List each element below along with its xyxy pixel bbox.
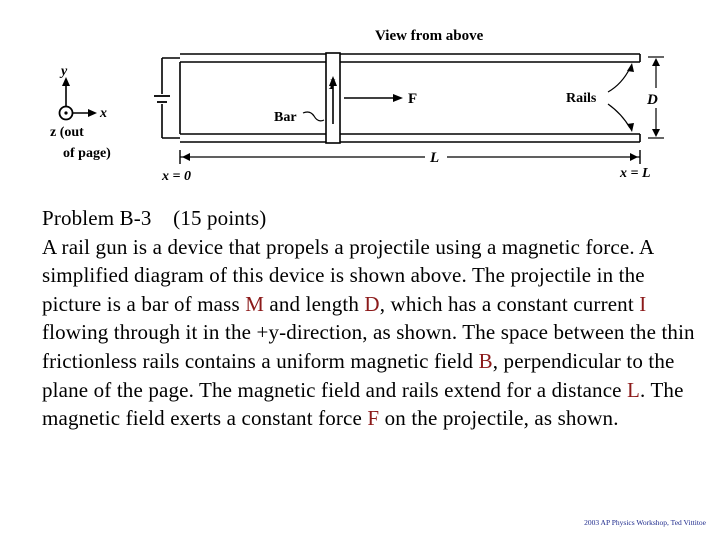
- x-end-label: x = L: [620, 166, 651, 181]
- variable-M: M: [245, 291, 265, 316]
- x-axis-arrow-icon: [88, 109, 97, 117]
- z-axis-label-2: of page): [63, 146, 111, 161]
- length-label: L: [430, 150, 440, 166]
- body-text-segment: and length: [264, 291, 365, 316]
- variable-L: L: [627, 377, 641, 402]
- rails-pointer-bottom: [608, 104, 630, 128]
- body-text-segment: , which has a constant current: [379, 291, 640, 316]
- length-dimension: [180, 150, 640, 164]
- body-text-segment: . The magnetic field exerts a constant force: [42, 377, 684, 431]
- diagram-title: View from above: [375, 28, 484, 44]
- variable-I: I: [639, 291, 647, 316]
- x-start-label: x = 0: [162, 169, 191, 184]
- current-label: I: [329, 77, 335, 93]
- problem-number: Problem B-3: [42, 206, 152, 230]
- rail-gun-diagram: [0, 0, 720, 200]
- axes: [50, 64, 111, 161]
- problem-text: [42, 204, 702, 433]
- x-axis-label: x: [100, 106, 107, 121]
- body-text-segment: A rail gun is a device that propels a projectile using a magnetic force. A simplified diagram of this device is shown above. The projectile in the picture is a bar of mass: [42, 234, 654, 316]
- y-axis-label: y: [61, 64, 68, 79]
- problem-body: [42, 233, 702, 433]
- bar-label: Bar: [274, 110, 297, 125]
- force-arrow-head-icon: [393, 94, 403, 102]
- width-label: D: [647, 92, 658, 108]
- body-text-segment: flowing through it in the +y-direction, as shown. The space between the thin frictionless rails contains a uniform magnetic field: [42, 320, 695, 373]
- rails-label: Rails: [566, 91, 597, 106]
- variable-B: B: [478, 348, 493, 373]
- rails-pointer-top: [608, 68, 630, 92]
- body-text-segment: on the projectile, as shown.: [379, 406, 619, 431]
- bar-pointer: [303, 112, 324, 121]
- force-label: F: [408, 91, 418, 107]
- variable-D: D: [364, 291, 380, 316]
- variable-F: F: [367, 406, 380, 431]
- body-text-segment: , perpendicular to the plane of the page. The magnetic field and rails extend for a distance: [42, 348, 675, 402]
- problem-points: (15 points): [173, 206, 267, 230]
- battery-icon: [154, 58, 180, 138]
- problem-heading: [42, 204, 702, 233]
- z-axis-label: z (out: [50, 125, 84, 140]
- footer-credit: 2003 AP Physics Workshop, Ted Vittitoe: [584, 518, 706, 527]
